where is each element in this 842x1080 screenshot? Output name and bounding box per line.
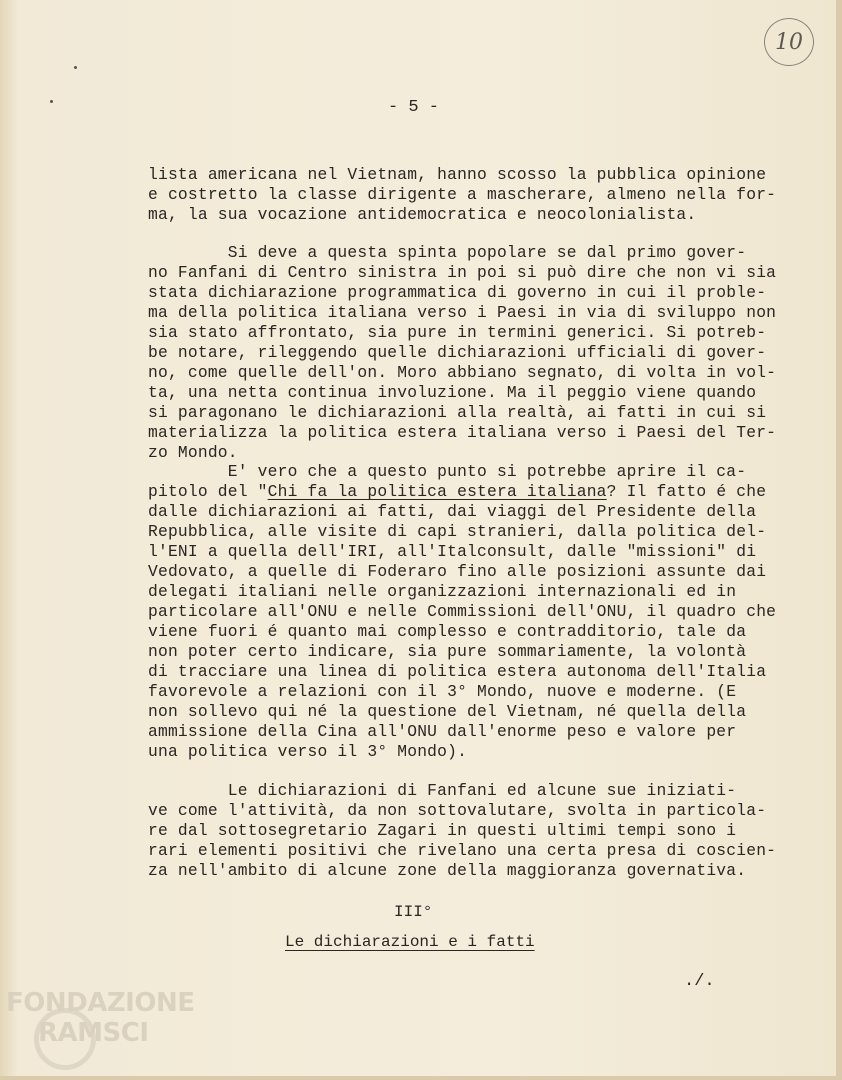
section-numeral: III° bbox=[394, 903, 433, 921]
text-line: ammissione della Cina all'ONU dall'enorme peso e valore per bbox=[148, 722, 737, 741]
text-line: ta, una netta continua involuzione. Ma il peggio viene quando bbox=[148, 383, 757, 402]
text-line: be notare, rileggendo quelle dichiarazioni ufficiali di gover- bbox=[148, 343, 767, 362]
text-line: Si deve a questa spinta popolare se dal primo gover- bbox=[148, 243, 747, 262]
ink-mark bbox=[50, 100, 53, 103]
text-line: Vedovato, a quelle di Foderaro fino alle posizioni assunte dai bbox=[148, 562, 767, 581]
page-edge-bottom bbox=[0, 1076, 842, 1080]
text-line: delegati italiani nelle organizzazioni internazionali ed in bbox=[148, 582, 737, 601]
page-edge bbox=[836, 0, 842, 1080]
continuation-mark: ./. bbox=[684, 972, 715, 991]
text-segment: pitolo del " bbox=[148, 482, 268, 501]
text-line: favorevole a relazioni con il 3° Mondo, nuove e moderne. (E bbox=[148, 682, 737, 701]
text-line: non poter certo indicare, sia pure sommariamente, la volontà bbox=[148, 642, 747, 661]
text-line: di tracciare una linea di politica estera autonoma dell'Italia bbox=[148, 662, 767, 681]
text-line: dalle dichiarazioni ai fatti, dai viaggi del Presidente della bbox=[148, 502, 757, 521]
text-line bbox=[148, 482, 766, 501]
text-line: lista americana nel Vietnam, hanno scosso la pubblica opinione bbox=[148, 165, 767, 184]
text-line: una politica verso il 3° Mondo). bbox=[148, 742, 468, 761]
text-line: zo Mondo. bbox=[148, 443, 238, 462]
text-line: rari elementi positivi che rivelano una certa presa di coscien- bbox=[148, 841, 777, 860]
text-line: za nell'ambito di alcune zone della maggioranza governativa. bbox=[148, 861, 747, 880]
text-line: si paragonano le dichiarazioni alla realtà, ai fatti in cui si bbox=[148, 403, 767, 422]
text-line: Le dichiarazioni di Fanfani ed alcune sue iniziati- bbox=[148, 781, 737, 800]
text-line: e costretto la classe dirigente a mascherare, almeno nella for- bbox=[148, 185, 777, 204]
text-line: ma della politica italiana verso i Paesi in via di sviluppo non bbox=[148, 303, 777, 322]
watermark-line1: FONDAZIONE bbox=[6, 988, 195, 1018]
text-line: materializza la politica estera italiana verso i Paesi del Ter- bbox=[148, 423, 777, 442]
text-segment: ? Il fatto é che bbox=[606, 482, 767, 501]
text-line: re dal sottosegretario Zagari in questi ultimi tempi sono i bbox=[148, 821, 737, 840]
text-line: particolare all'ONU e nelle Commissioni dell'ONU, il quadro che bbox=[148, 602, 777, 621]
text-line: stata dichiarazione programmatica di governo in cui il proble- bbox=[148, 283, 767, 302]
underlined-phrase: Chi fa la politica estera italiana bbox=[267, 482, 607, 501]
text-line: ma, la sua vocazione antidemocratica e neocolonialista. bbox=[148, 205, 697, 224]
text-line: E' vero che a questo punto si potrebbe aprire il ca- bbox=[148, 462, 747, 481]
text-line: no Fanfani di Centro sinistra in poi si può dire che non vi sia bbox=[148, 263, 777, 282]
text-line: sia stato affrontato, sia pure in termini generici. Si potreb- bbox=[148, 323, 767, 342]
archive-watermark bbox=[6, 988, 226, 1070]
text-line: non sollevo qui né la questione del Vietnam, né quella della bbox=[148, 702, 747, 721]
watermark-line2: RAMSCI bbox=[38, 1018, 149, 1048]
text-line: l'ENI a quella dell'IRI, all'Italconsult, dalle "missioni" di bbox=[148, 542, 757, 561]
text-line: viene fuori é quanto mai complesso e contradditorio, tale da bbox=[148, 622, 747, 641]
section-title: Le dichiarazioni e i fatti bbox=[285, 933, 535, 951]
page-number: - 5 - bbox=[388, 98, 440, 117]
text-line: Repubblica, alle visite di capi stranieri, dalla politica del- bbox=[148, 522, 767, 541]
text-line: no, come quelle dell'on. Moro abbiano segnato, di volta in vol- bbox=[148, 363, 777, 382]
text-line: ve come l'attività, da non sottovalutare, svolta in particola- bbox=[148, 801, 767, 820]
folio-number: 10 bbox=[764, 18, 814, 66]
ink-mark bbox=[74, 66, 77, 69]
